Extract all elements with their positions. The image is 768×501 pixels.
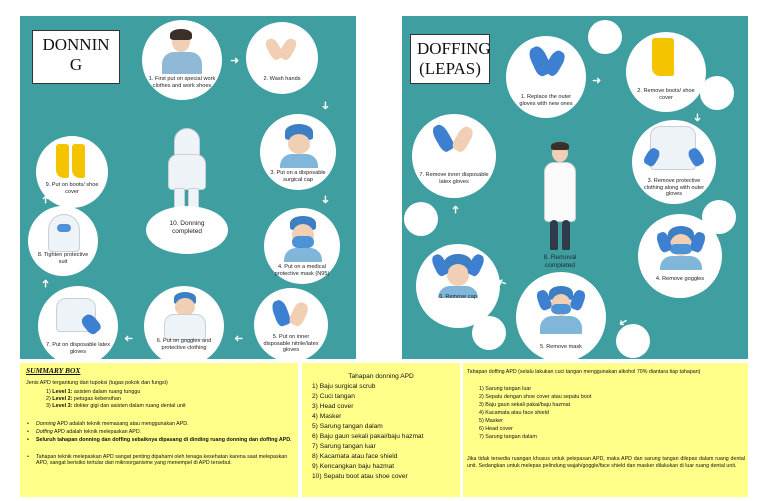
donning-list-item: 8) Kacamata atau face shield (312, 453, 398, 460)
donning-step-5 (254, 288, 328, 359)
summary-box (20, 363, 298, 497)
donning-step-2-label: 2. Wash hands (263, 76, 301, 82)
hand-wash-icon (702, 200, 736, 234)
arrow-icon: ➜ (40, 278, 53, 289)
hand-wash-icon (588, 20, 622, 54)
doffing-list-item: 4) Kacamata atau face shield (479, 410, 549, 416)
donning-step-6-label: 6. Put on goggles and protective clothing (156, 338, 212, 351)
summary-bullet: • Doffing APD adalah teknik melepaskan APD. (26, 429, 292, 435)
arrow-icon: ➜ (319, 194, 332, 205)
doffing-step-4-label: 4. Remove goggles (655, 276, 705, 282)
doffing-step-2-label: 2. Remove boots/ shoe cover (637, 88, 695, 101)
donning-list-item: 7) Sarung tangan luar (312, 443, 376, 450)
summary-intro: Jenis APD tergantung dari tupoksi (tugas pokok dan fungsi) (26, 380, 168, 386)
arrow-icon: ➜ (496, 274, 509, 290)
donning-diagram-panel (20, 16, 356, 359)
donning-step-8-label: 8. Tighten protective suit (37, 252, 89, 265)
hand-wash-icon (472, 316, 506, 350)
doffing-note: Jika tidak tersedia ruangan khusus untuk pelepasan APD, maka APD dan sarung tangan dilepas dalam ruang dental unit. Sedangkan untuk melepas pelindung wajah/goggle/face shield dan masker dilakukan di luar ruang dental unit. (467, 456, 745, 469)
donning-step-10 (146, 206, 228, 254)
donning-title-line2: G (69, 55, 83, 74)
donning-step-1 (142, 20, 222, 100)
doffing-title (410, 34, 490, 84)
arrow-icon: ➜ (615, 314, 630, 330)
doffing-step-6-label: 6. Remove cap (439, 294, 477, 300)
donning-list-item: 3) Head cover (312, 403, 354, 410)
doffing-list-item: 3) Baju gaun sekali pakai/baju hazmat (479, 402, 571, 408)
summary-bullet: • Tahapan teknik melepaskan APD sangat penting dipahami oleh tenaga kesehatan karena saat melepaskan APD, sangat berisiko tertular dari mikroorganisme yang menempel di APD tersebut. (26, 454, 292, 467)
doffing-step-7-label: 7. Remove inner disposable latex gloves (419, 172, 489, 185)
donning-step-8 (28, 206, 98, 276)
donning-step-2 (246, 22, 318, 94)
doffing-title-line2: (LEPAS) (419, 59, 481, 78)
doffing-steps-box (463, 363, 748, 497)
hand-wash-icon (404, 202, 438, 236)
donning-list-item: 5) Sarung tangan dalam (312, 423, 383, 430)
summary-bullet: • Seluruh tahapan donning dan doffing sebaiknya dipasang di dinding ruang donning dan doffing APD. (26, 437, 292, 443)
doffing-step-1-label: 1. Replace the outer gloves with new ones (519, 94, 573, 107)
donning-completed-label: 10. Donning completed (169, 220, 205, 235)
arrow-icon: ➜ (592, 75, 602, 87)
summary-bullet: • Donning APD adalah teknik memasang atau menggunakan APD. (26, 421, 292, 427)
arrow-icon: ➜ (230, 55, 240, 67)
arrow-icon: ➜ (319, 100, 332, 111)
arrow-icon: ➜ (234, 332, 244, 344)
donning-title (32, 30, 120, 84)
donning-step-1-label: 1. First put on special work clothes and work shoes (148, 76, 216, 89)
level-item: 1) Level 1: asisten dalam ruang tunggu (46, 389, 141, 395)
level-item: 3) Level 3: dokter gigi dan asisten dalam ruang dental unit (46, 403, 186, 409)
donning-step-3-label: 3. Put on a disposable surgical cap (270, 170, 326, 183)
doffing-step-1 (506, 36, 586, 118)
doffing-step-3 (632, 120, 716, 204)
hand-wash-icon (700, 76, 734, 110)
donning-step-4 (264, 208, 340, 284)
donning-steps-box (302, 363, 460, 497)
donning-list-item: 6) Baju gaun sekali pakai/baju hazmat (312, 433, 424, 440)
doffing-list-heading: Tahapan doffing APD (selalu lakukan cuci tangan menggunakan alkohol 70% diantara tiap tahapan) (467, 369, 701, 375)
donning-list-item: 1) Baju surgical scrub (312, 383, 376, 390)
doffing-list-item: 6) Head cover (479, 426, 513, 432)
arrow-icon: ➜ (40, 194, 53, 205)
doffing-list-item: 7) Sarung tangan dalam (479, 434, 537, 440)
donning-step-4-label: 4. Put on a medical protective mask (N95) (274, 264, 330, 277)
arrow-icon: ➜ (124, 332, 134, 344)
donning-list-item: 4) Masker (312, 413, 342, 420)
donning-title-line1: DONNIN (42, 35, 110, 54)
doffing-completed-figure (542, 144, 578, 254)
donning-list-item: 2) Cuci tangan (312, 393, 355, 400)
arrow-icon: ➜ (691, 112, 704, 123)
donning-step-7 (38, 286, 118, 359)
doffing-completed-label: 8. Removal completed (543, 254, 577, 269)
doffing-diagram-panel (402, 16, 748, 359)
donning-list-item: 10) Sepatu boot atau shoe cover (312, 473, 408, 480)
arrow-icon: ➜ (450, 204, 463, 215)
doffing-title-line1: DOFFING (417, 39, 491, 58)
level-item: 2) Level 2: petugas kebersihan (46, 396, 121, 402)
doffing-step-5-label: 5. Remove mask (540, 344, 582, 350)
doffing-step-3-label: 3. Remove protective clothing along with outer gloves (643, 178, 705, 198)
donning-list-item: 9) Kencangkan baju hazmat (312, 463, 395, 470)
doffing-step-2 (626, 32, 706, 112)
doffing-step-5 (516, 272, 606, 359)
donning-step-3 (260, 114, 336, 190)
donning-list-heading: Tahapan donning APD (348, 373, 414, 380)
doffing-list-item: 5) Masker (479, 418, 503, 424)
doffing-step-7 (412, 114, 496, 198)
donning-step-5-label: 5. Put on inner disposable nitrile/latex gloves (263, 334, 319, 354)
donning-step-6 (144, 286, 224, 359)
summary-title: SUMMARY BOX (26, 366, 81, 375)
doffing-list-item: 1) Sarung tangan luar (479, 386, 532, 392)
doffing-list-item: 2) Sepatu dengan shoe cover atau sepatu boot (479, 394, 592, 400)
donning-step-7-label: 7. Put on disposable latex gloves (45, 342, 111, 355)
donning-step-9-label: 9. Put on boots/ shoe cover (45, 182, 99, 195)
